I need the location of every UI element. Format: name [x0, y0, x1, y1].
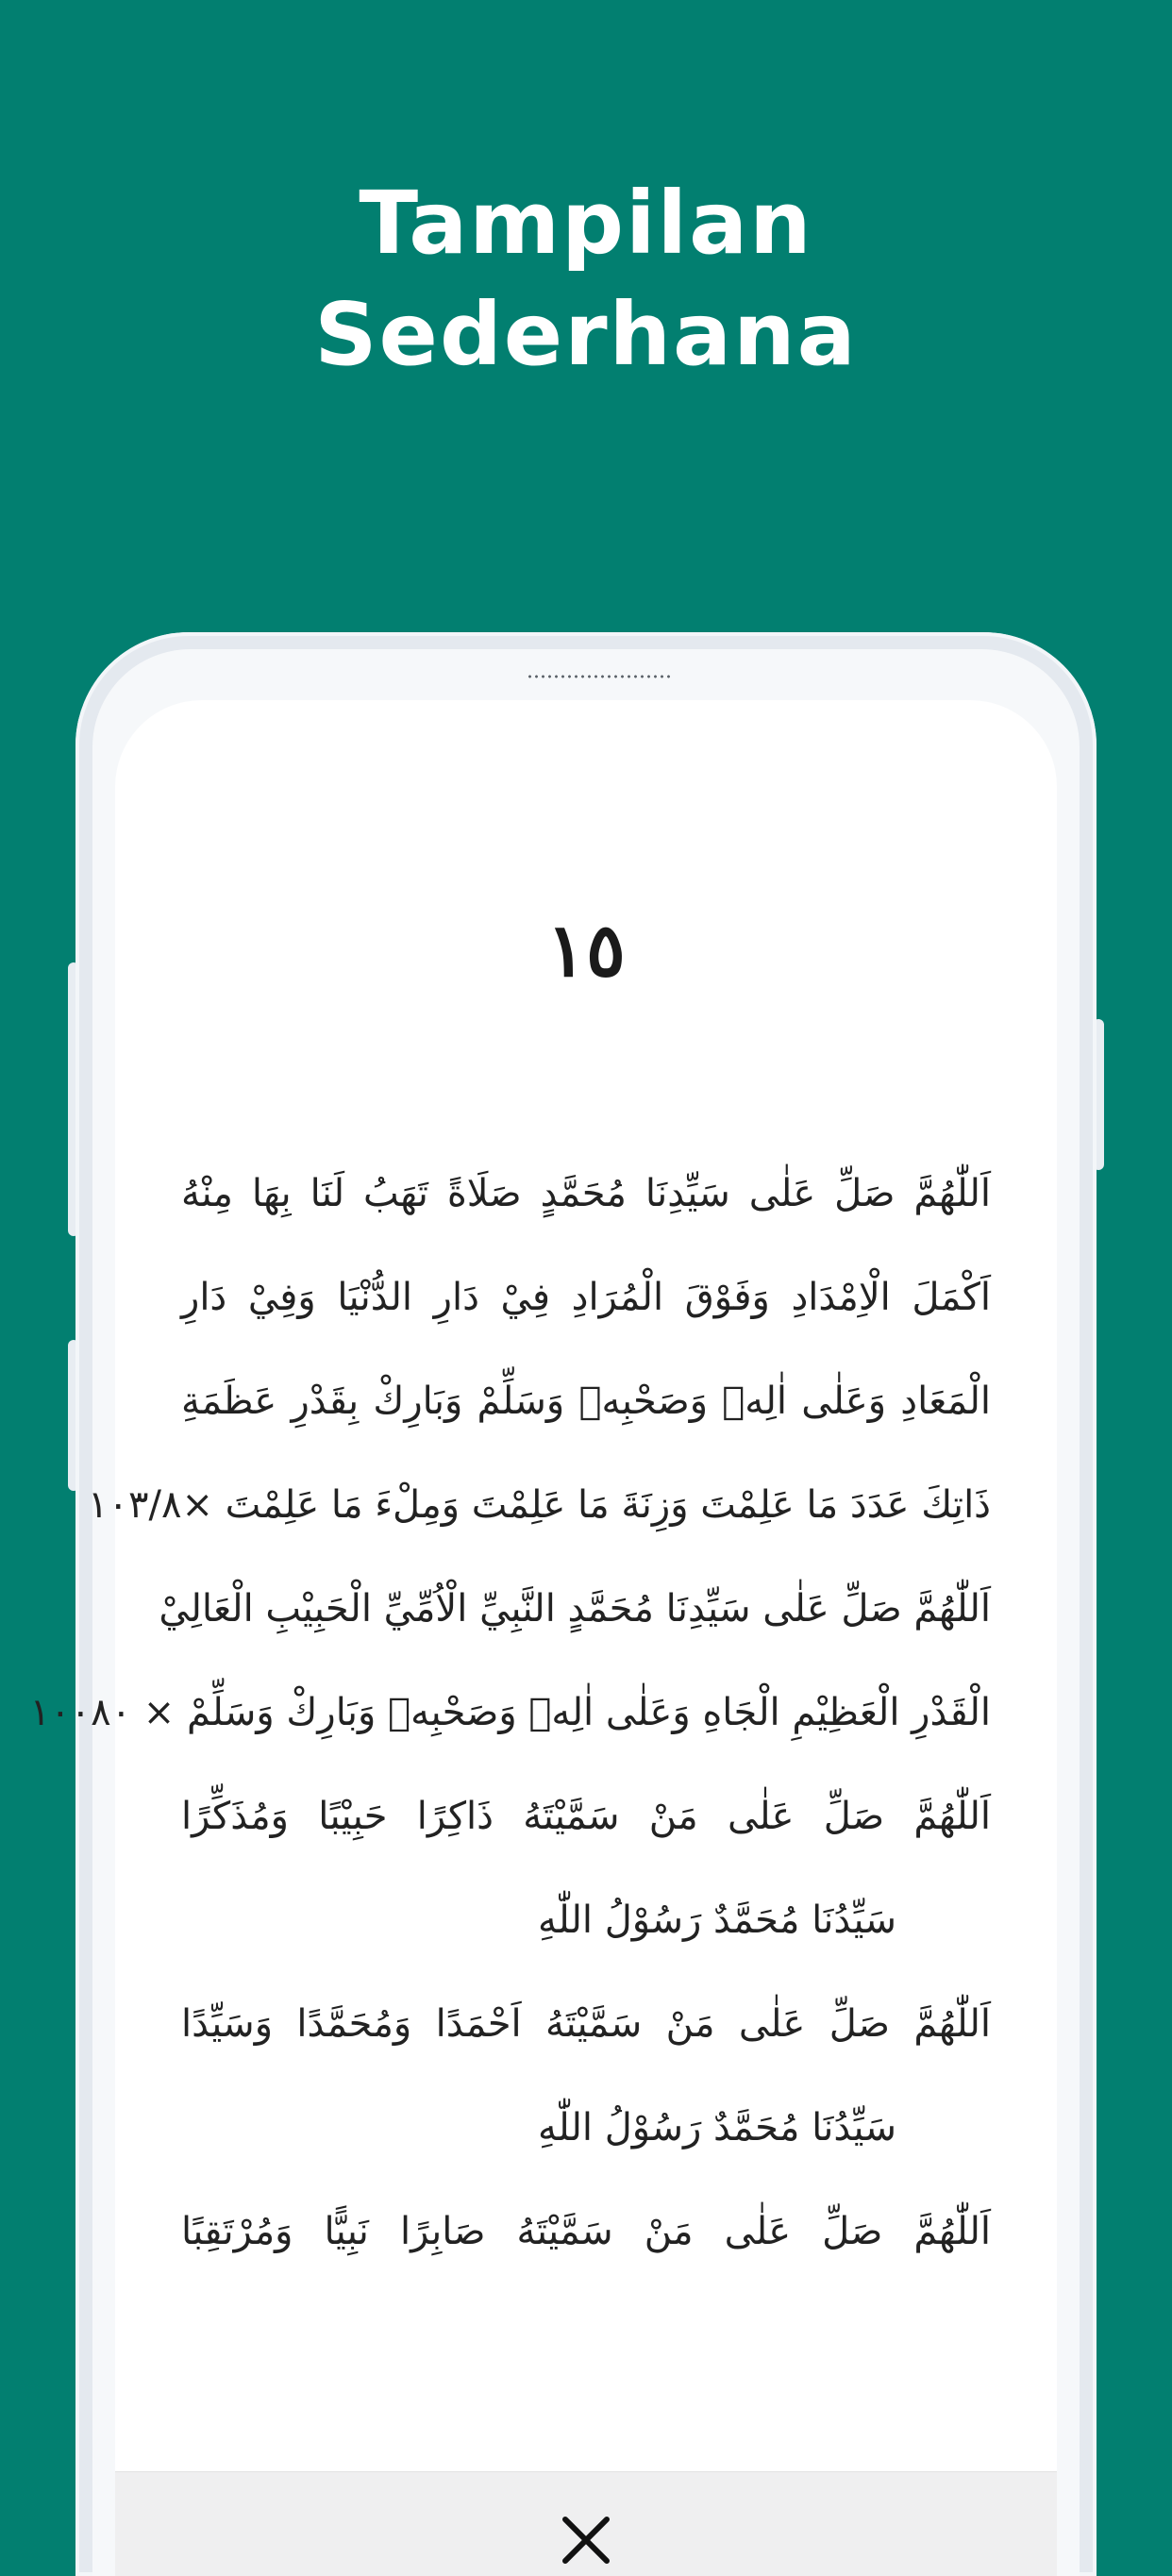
text-line: سَيِّدُنَا مُحَمَّدٌ رَسُوْلُ اللّٰهِ [538, 1899, 896, 1942]
headline-line-1: Tampilan [359, 173, 813, 274]
text-line: سَيِّدُنَا مُحَمَّدٌ رَسُوْلُ اللّٰهِ [538, 2106, 896, 2149]
text-line: اَللّٰهُمَّ صَلِّ عَلٰى سَيِّدِنَا مُحَمَّدٍ النَّبِيِّ الْاُمِّيِّ الْحَبِيْبِ الْعَالِيْ [159, 1587, 991, 1631]
text-line: اَكْمَلَ الْاِمْدَادِ وَفَوْقَ الْمُرَادِ فِيْ دَارِ الدُّنْيَا وَفِيْ دَارِ [181, 1276, 991, 1319]
text-line: اَللّٰهُمَّ صَلِّ عَلٰى سَيِّدِنَا مُحَمَّدٍ صَلَاةً تَهَبُ لَنَا بِهَا مِنْهُ [181, 1172, 991, 1215]
reader-bottom-bar [115, 2471, 1057, 2576]
phone-speaker-grille [527, 674, 672, 679]
headline-line-2: Sederhana [314, 284, 858, 385]
page-number: ١٥ [546, 908, 626, 994]
reader-screen [29, 700, 1057, 2576]
phone-bezel [29, 649, 1080, 2576]
phone-frame [29, 632, 1097, 2576]
text-line: اَللّٰهُمَّ صَلِّ عَلٰى مَنْ سَمَّيْتَهُ ذَاكِرًا حَبِيْبًا وَمُذَكِّرًا [181, 1795, 991, 1838]
text-line: اَللّٰهُمَّ صَلِّ عَلٰى مَنْ سَمَّيْتَهُ صَابِرًا نَبِيًّا وَمُرْتَقِبًا [181, 2210, 991, 2253]
arabic-page-text [29, 1142, 991, 2283]
text-line: ذَاتِكَ عَدَدَ مَا عَلِمْتَ وَزِنَةَ مَا عَلِمْتَ وَمِلْءَ مَا عَلِمْتَ ×١٠٣/٨ [88, 1483, 991, 1527]
close-icon [556, 2510, 616, 2570]
text-line: الْقَدْرِ الْعَظِيْمِ الْجَاهِ وَعَلٰى اٰلِهٖ وَصَحْبِهٖ وَبَارِكْ وَسَلِّمْ × ١٠٠٨٠ [29, 1691, 991, 1734]
headline [0, 168, 1172, 391]
close-button[interactable] [556, 2510, 616, 2570]
text-line: اَللّٰهُمَّ صَلِّ عَلٰى مَنْ سَمَّيْتَهُ اَحْمَدًا وَمُحَمَّدًا وَسَيِّدًا [181, 2002, 991, 2046]
text-line: الْمَعَادِ وَعَلٰى اٰلِهٖ وَصَحْبِهٖ وَسَلِّمْ وَبَارِكْ بِقَدْرِ عَظَمَةِ [181, 1380, 991, 1423]
